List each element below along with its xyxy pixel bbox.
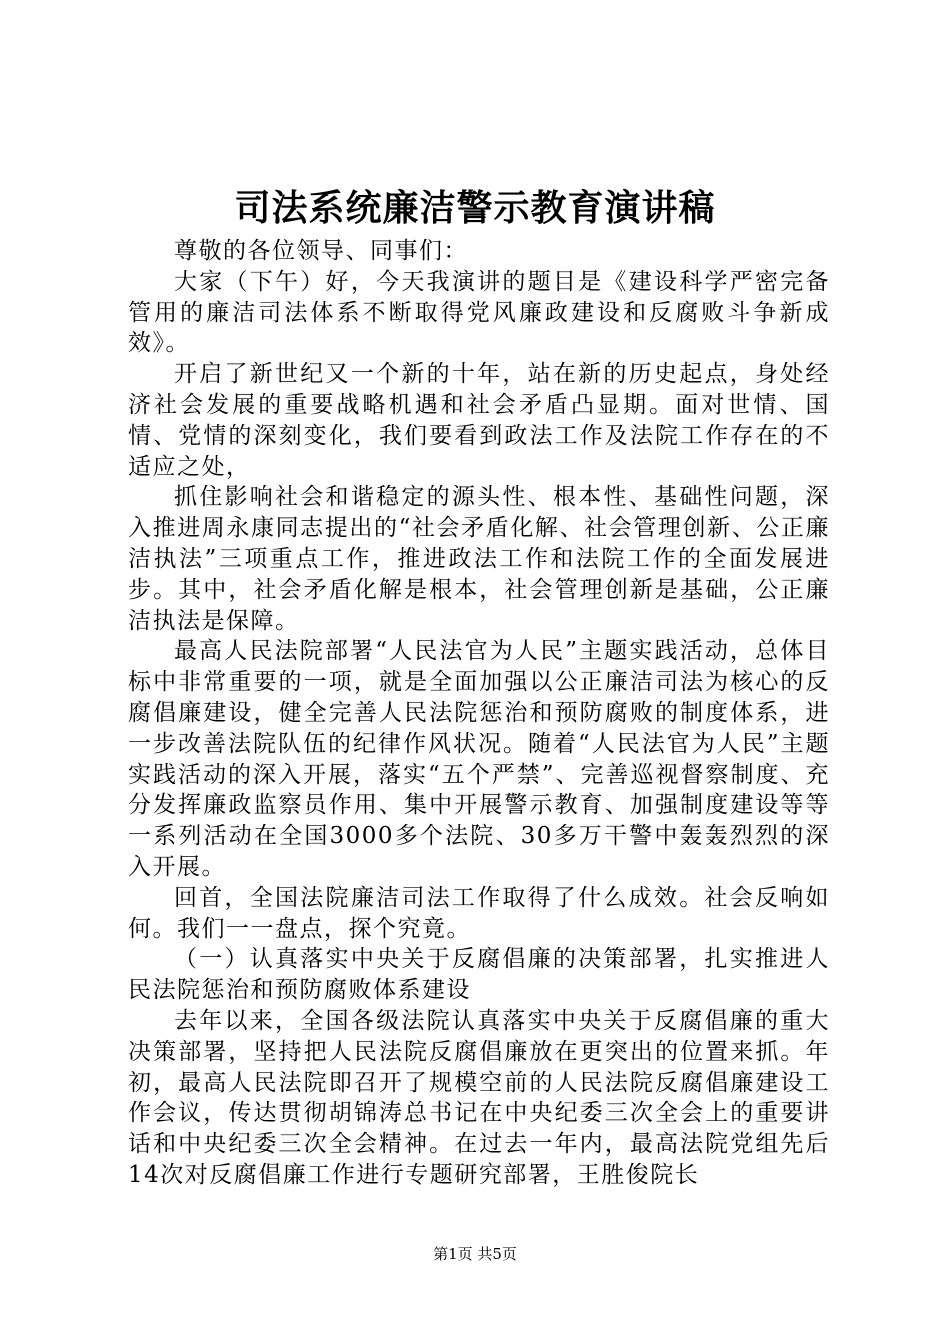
document-body — [128, 236, 830, 1191]
paragraph: 最高人民法院部署“人民法官为人民”主题实践活动，总体目标中非常重要的一项，就是全面加强以公正廉洁司法为核心的反腐倡廉建设，健全完善人民法院惩治和预防腐败的制度体系，进一步改善法院队伍的纪律作风状况。随着“人民法官为人民”主题实践活动的深入开展，落实“五个严禁”、完善巡视督察制度、充分发挥廉政监察员作用、集中开展警示教育、加强制度建设等等一系列活动在全国3000多个法院、30多万干警中轰轰烈烈的深入开展。 — [128, 638, 830, 880]
page-title: 司法系统廉洁警示教育演讲稿 — [234, 188, 716, 229]
paragraph: 回首，全国法院廉洁司法工作取得了什么成效。社会反响如何。我们一一盘点，探个究竟。 — [128, 884, 830, 942]
paragraph: 去年以来，全国各级法院认真落实中央关于反腐倡廉的重大决策部署，坚持把人民法院反腐倡廉放在更突出的位置来抓。年初，最高人民法院即召开了规模空前的人民法院反腐倡廉建设工作会议，传达贯彻胡锦涛总书记在中央纪委三次全会上的重要讲话和中央纪委三次全会精神。在过去一年内，最高法院党组先后14次对反腐倡廉工作进行专题研究部署，王胜俊院长 — [128, 1007, 830, 1188]
paragraph: 开启了新世纪又一个新的十年，站在新的历史起点，身处经济社会发展的重要战略机遇和社会矛盾凸显期。面对世情、国情、党情的深刻变化，我们要看到政法工作及法院工作存在的不适应之处， — [128, 361, 830, 480]
paragraph-intro: 大家（下午）好，今天我演讲的题目是《建设科学严密完备管用的廉洁司法体系不断取得党风廉政建设和反腐败斗争新成效》。 — [128, 268, 830, 357]
salutation: 尊敬的各位领导、同事们： — [174, 238, 468, 264]
paragraph: 抓住影响社会和谐稳定的源头性、根本性、基础性问题，深入推进周永康同志提出的“社会矛盾化解、社会管理创新、公正廉洁执法”三项重点工作，推进政法工作和法院工作的全面发展进步。其中，社会矛盾化解是根本，社会管理创新是基础，公正廉洁执法是保障。 — [128, 484, 830, 634]
section-heading: （一）认真落实中央关于反腐倡廉的决策部署，扎实推进人民法院惩治和预防腐败体系建设 — [128, 946, 830, 1004]
page-footer: 第1页 共5页 — [433, 1245, 517, 1263]
